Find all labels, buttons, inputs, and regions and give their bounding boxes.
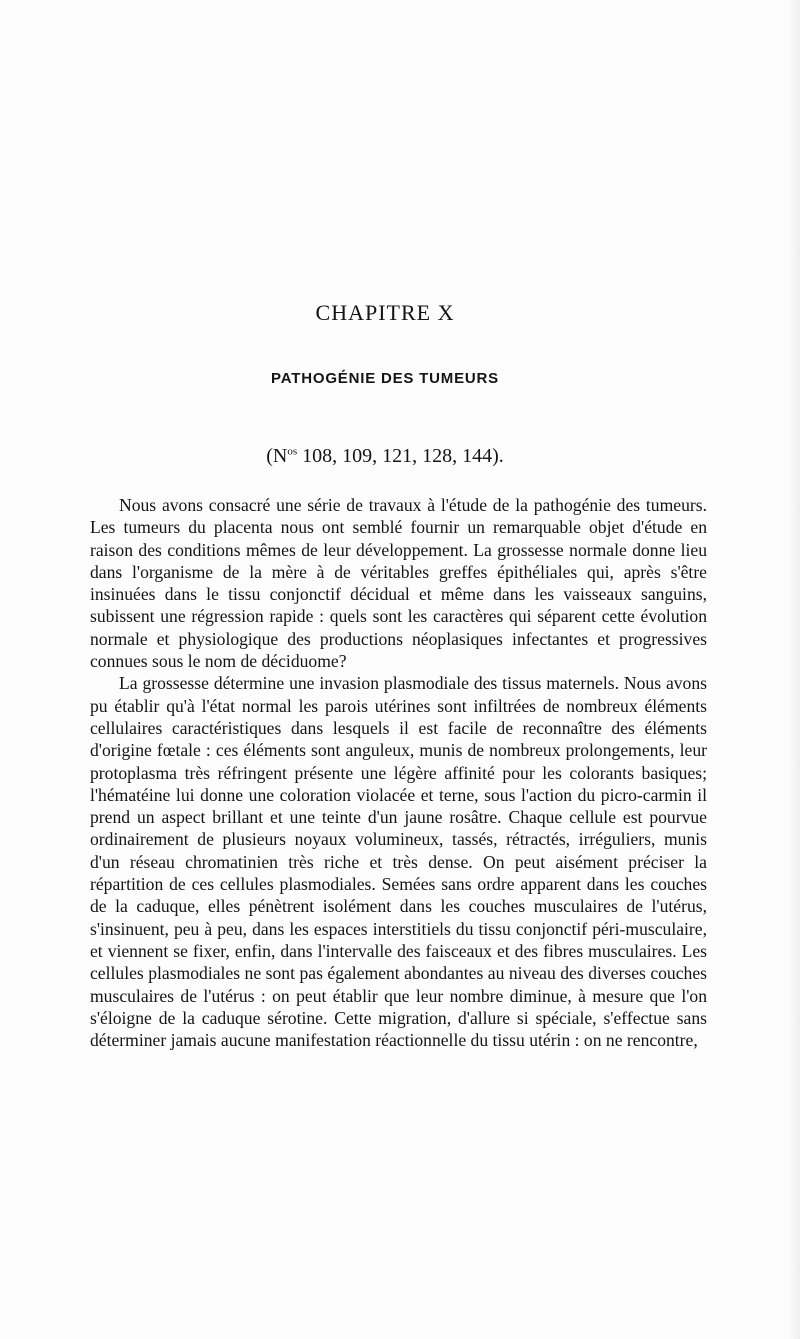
refs-superscript: os — [287, 445, 298, 458]
section-title: PATHOGÉNIE DES TUMEURS — [271, 370, 499, 387]
publication-references — [0, 445, 770, 468]
refs-numbers: 108, 109, 121, 128, 144). — [297, 445, 504, 467]
paragraph-1: Nous avons consacré une série de travaux à l'étude de la pathogénie des tumeurs. Les tumeurs du placenta nous ont semblé fournir un remarquable objet d'étude en raison des conditions mêmes de leur développement. La grossesse normale donne lieu dans l'organisme de la mère à de véritables greffes épithéliales qui, après s'être insinuées dans le tissu conjonctif décidual et même dans les vaisseaux sanguins, subissent une régression rapide : quels sont les caractères qui séparent cette évolution normale et physiologique des productions néoplasiques infectantes et progressives connues sous le nom de déciduome? — [90, 495, 707, 672]
chapter-title: CHAPITRE X — [315, 300, 455, 325]
body-text — [90, 494, 707, 1051]
page-edge-shadow — [788, 0, 800, 1339]
refs-open: (N — [266, 445, 288, 467]
paragraph-2: La grossesse détermine une invasion plasmodiale des tissus maternels. Nous avons pu établir qu'à l'état normal les parois utérines sont infiltrées de nombreux éléments cellulaires caractéristiques dans lesquels il est facile de reconnaître des éléments d'origine fœtale : ces éléments sont anguleux, munis de nombreux prolongements, leur protoplasma très réfringent présente une légère affinité pour les colorants basiques; l'hématéine lui donne une coloration violacée et terne, sous l'action du picro-carmin il prend un aspect brillant et une teinte d'un jaune rosâtre. Chaque cellule est pourvue ordinairement de plusieurs noyaux volumineux, tassés, rétractés, irréguliers, munis d'un réseau chromatinien très riche et très dense. On peut aisément préciser la répartition de ces cellules plasmodiales. Semées sans ordre apparent dans les couches de la caduque, elles pénètrent isolément dans les couches musculaires de l'utérus, s'insinuent, peu à peu, dans les espaces interstitiels du tissu conjonctif péri-musculaire, et viennent se fixer, enfin, dans l'intervalle des faisceaux et des fibres musculaires. Les cellules plasmodiales ne sont pas également abondantes au niveau des diverses couches musculaires de l'utérus : on peut établir que leur nombre diminue, à mesure que l'on s'éloigne de la caduque sérotine. Cette migration, d'allure si spéciale, s'effectue sans déterminer jamais aucune manifestation réactionnelle du tissu utérin : on ne rencontre, — [90, 673, 707, 1051]
